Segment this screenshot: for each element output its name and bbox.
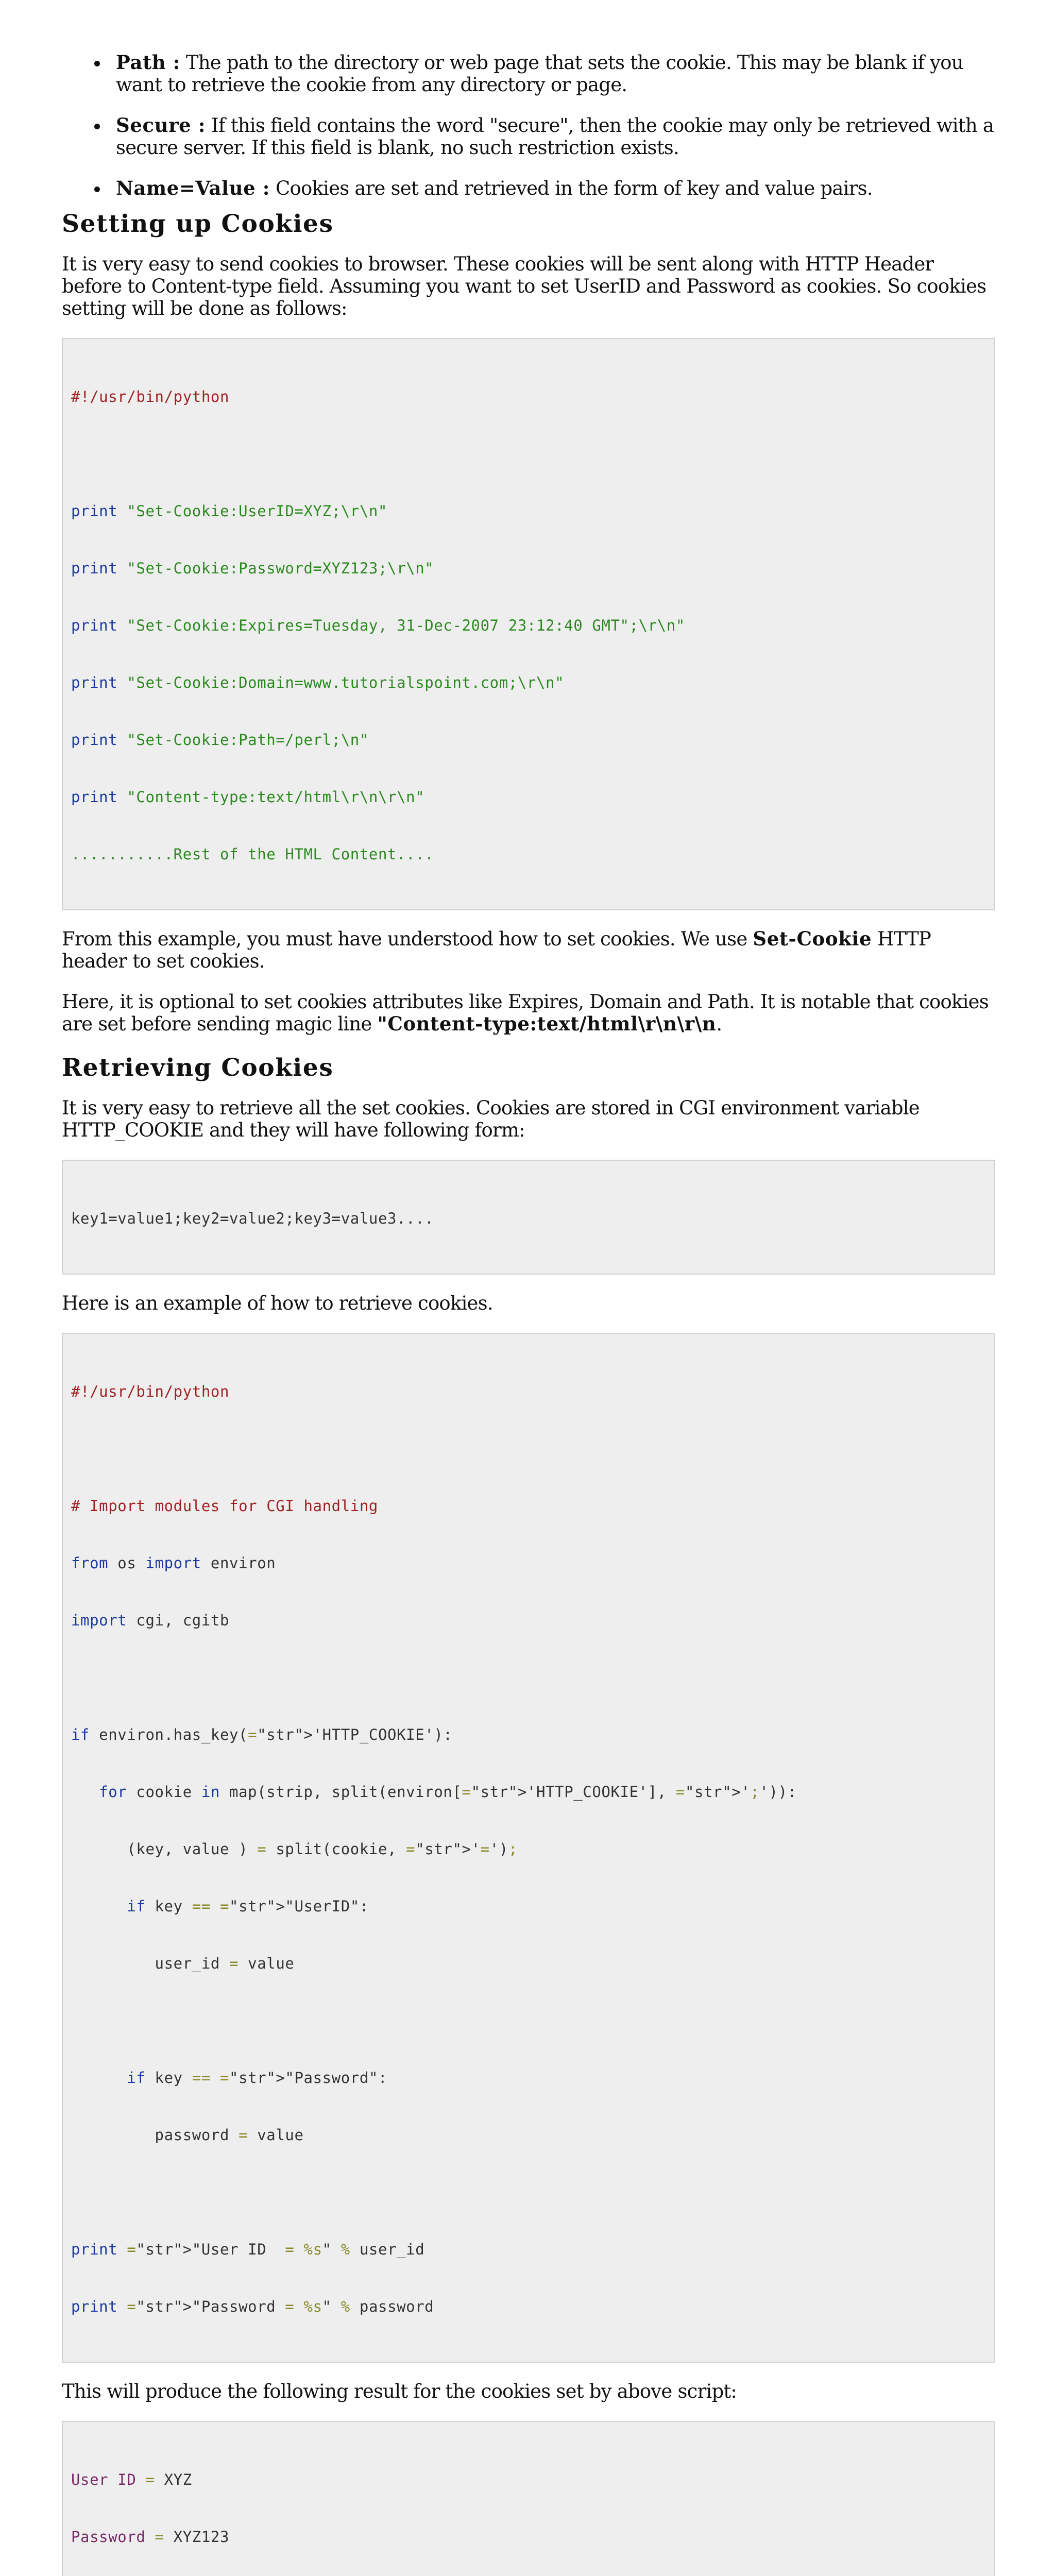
code-line (71, 1668, 986, 1687)
code-line: print "Set-Cookie:Password=XYZ123;\r\n" (71, 560, 434, 577)
setting-note: Here, it is optional to set cookies attributes like Expires, Domain and Path. It is notable that cookies are set before sending magic line "Content-type:text/html\r\n\r\n. (62, 991, 989, 1035)
term-path: Path : (116, 51, 180, 74)
desc-name-value: Cookies are set and retrieved in the form of key and value pairs. (270, 177, 873, 199)
code-line: # Import modules for CGI handling (71, 1497, 378, 1515)
code-line: #!/usr/bin/python (71, 388, 230, 405)
code-line: Password = XYZ123 (71, 2528, 230, 2546)
heading-setting-cookies: Setting up Cookies (62, 210, 334, 238)
heading-retrieving-cookies: Retrieving Cookies (62, 1054, 334, 1082)
code-line (71, 2183, 986, 2202)
code-block-cookie-form (62, 1160, 995, 1275)
code-line: password = value (71, 2126, 304, 2144)
code-block-set-cookies (62, 338, 995, 910)
code-line: print "Content-type:text/html\r\n\r\n" (71, 788, 425, 806)
retrieving-example-intro: Here is an example of how to retrieve cookies. (62, 1292, 493, 1314)
code-line: print ="str">"User ID = %s" % user_id (71, 2241, 425, 2258)
code-line: if environ.has_key(="str">'HTTP_COOKIE'): (71, 1726, 453, 1743)
list-item-name-value (62, 177, 995, 199)
code-line: for cookie in map(strip, split(environ[="str">'HTTP_COOKIE'], ="str">';')): (99, 1783, 797, 1801)
result-intro: This will produce the following result for the cookies set by above script: (62, 2380, 737, 2402)
list-item-secure (62, 114, 995, 159)
term-name-value: Name=Value : (116, 177, 270, 199)
code-line (71, 445, 986, 464)
list-item-path (62, 52, 995, 96)
code-line: if key == ="str">"Password": (127, 2069, 388, 2087)
code-line: print "Set-Cookie:Domain=www.tutorialspoint.com;\r\n" (71, 674, 565, 691)
term-secure: Secure : (116, 114, 206, 137)
code-line (71, 1439, 986, 1459)
code-line: print ="str">"Password = %s" % password (71, 2298, 434, 2315)
code-line: key1=value1;key2=value2;key3=value3.... (71, 1210, 434, 1227)
code-line: #!/usr/bin/python (71, 1383, 230, 1400)
code-line: import cgi, cgitb (71, 1612, 230, 1629)
cookie-fields-list (62, 52, 995, 199)
retrieving-intro: It is very easy to retrieve all the set cookies. Cookies are stored in CGI environment variable HTTP_COOKIE and they will have following form: (62, 1097, 920, 1141)
code-line: print "Set-Cookie:UserID=XYZ;\r\n" (71, 502, 388, 520)
code-line: (key, value ) = split(cookie, ="str">'='); (71, 1840, 518, 1858)
code-line: ...........Rest of the HTML Content.... (71, 845, 434, 863)
code-line (71, 2011, 986, 2030)
setting-explanation: From this example, you must have understood how to set cookies. We use Set-Cookie HTTP header to set cookies. (62, 927, 931, 972)
document-page (62, 52, 995, 2576)
code-line: print "Set-Cookie:Path=/perl;\n" (71, 731, 369, 749)
code-line: user_id = value (71, 1955, 295, 1972)
desc-path: The path to the directory or web page that sets the cookie. This may be blank if you want to retrieve the cookie from any directory or page. (116, 52, 963, 96)
code-block-result (62, 2421, 995, 2576)
code-line: if key == ="str">"UserID": (127, 1897, 369, 1915)
setting-intro: It is very easy to send cookies to browser. These cookies will be sent along with HTTP Header before to Content-type field. Assuming you want to set UserID and Password as cookies. So cookies setting will be done as follows: (62, 253, 986, 319)
code-block-retrieve-cookies (62, 1333, 995, 2363)
code-line: User ID = XYZ (71, 2471, 192, 2488)
desc-secure: If this field contains the word "secure", then the cookie may only be retrieved with a secure server. If this field is blank, no such restriction exists. (116, 114, 994, 159)
code-line: from os import environ (71, 1554, 276, 1572)
code-line: print "Set-Cookie:Expires=Tuesday, 31-Dec-2007 23:12:40 GMT";\r\n" (71, 617, 685, 634)
